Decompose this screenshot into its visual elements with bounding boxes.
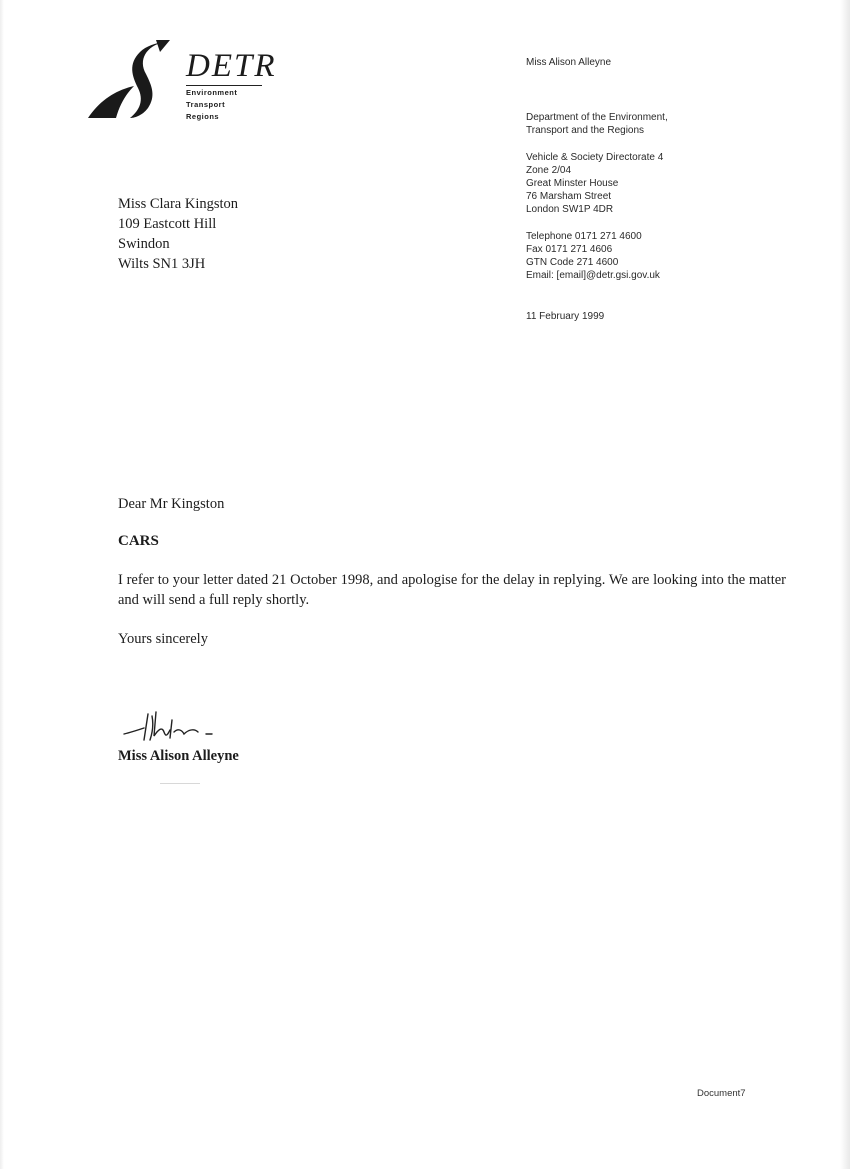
- closing: Yours sincerely: [118, 631, 208, 647]
- recipient-address: [118, 194, 238, 274]
- document-reference: Document7: [697, 1088, 746, 1099]
- recipient-line: Swindon: [118, 236, 170, 252]
- contact-line: Telephone 0171 271 4600: [526, 231, 642, 242]
- contact-line: GTN Code 271 4600: [526, 257, 619, 268]
- division-line: Vehicle & Society Directorate 4: [526, 152, 664, 163]
- logo-subline: Regions: [186, 112, 220, 121]
- subject-heading: CARS: [118, 533, 159, 549]
- division-line: 76 Marsham Street: [526, 191, 612, 202]
- recipient-line: 109 Eastcott Hill: [118, 216, 217, 232]
- contact-line: Email: [email]@detr.gsi.gov.uk: [526, 270, 660, 281]
- department-line: Transport and the Regions: [526, 125, 645, 136]
- division-line: Great Minster House: [526, 178, 619, 189]
- division-line: London SW1P 4DR: [526, 204, 614, 215]
- salutation: Dear Mr Kingston: [118, 496, 225, 512]
- recipient-line: Wilts SN1 3JH: [118, 256, 206, 272]
- page-left-edge: [0, 0, 4, 1169]
- sender-details: [526, 56, 786, 323]
- body-paragraph: I refer to your letter dated 21 October 1998, and apologise for the delay in replying. We are looking into the matter and will send a full reply shortly.: [118, 572, 786, 608]
- recipient-line: Miss Clara Kingston: [118, 196, 239, 212]
- division-line: Zone 2/04: [526, 165, 572, 176]
- logo-subline: Transport: [186, 100, 226, 109]
- sender-name: Miss Alison Alleyne: [526, 57, 612, 68]
- letter-date: 11 February 1999: [526, 311, 605, 322]
- faint-mark: [160, 783, 200, 784]
- logo-subline: Environment: [186, 88, 238, 97]
- signer-name: Miss Alison Alleyne: [118, 748, 239, 764]
- swoosh-logo-icon: [86, 38, 186, 128]
- department-line: Department of the Environment,: [526, 112, 668, 123]
- detr-logo: [86, 38, 306, 128]
- logo-wordmark: DETR: [186, 48, 277, 84]
- signature-icon: [118, 706, 228, 752]
- page-right-edge: [840, 0, 850, 1169]
- logo-divider: [186, 85, 262, 86]
- contact-line: Fax 0171 271 4606: [526, 244, 613, 255]
